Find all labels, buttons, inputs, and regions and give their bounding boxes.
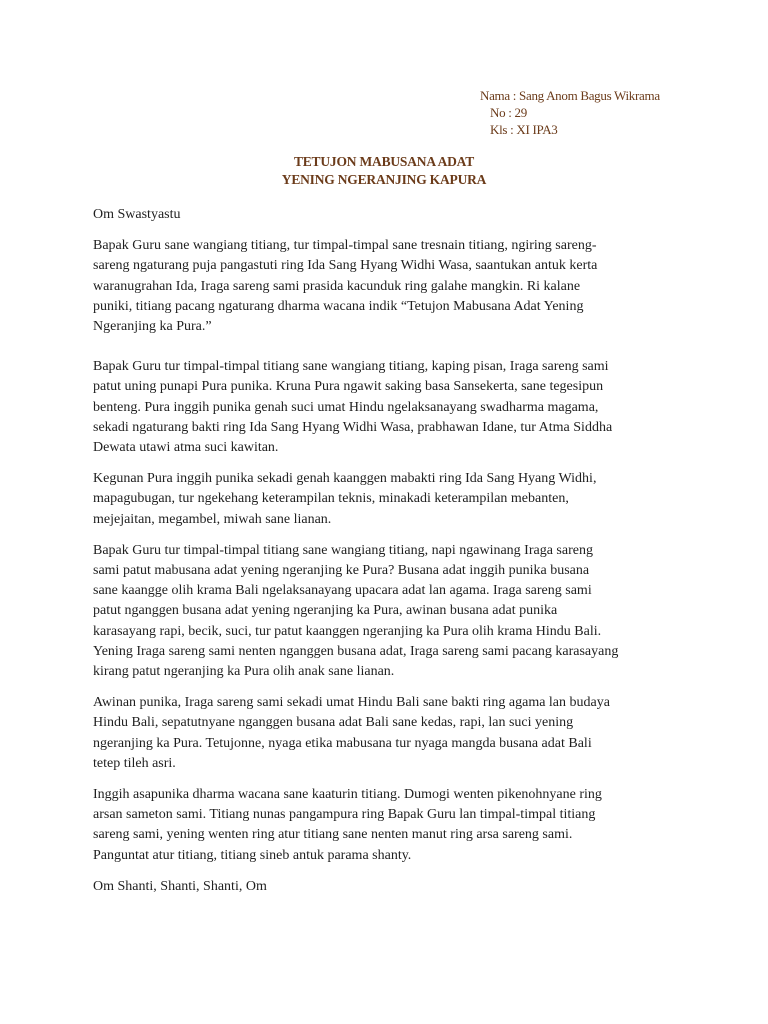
text-line: sareng sami, yening wenten ring atur titiang sane nenten manut ring arsa sareng sami. — [93, 827, 573, 843]
text-line: arsan sameton sami. Titiang nunas pangampura ring Bapak Guru lan timpal-timpal titiang — [93, 807, 596, 823]
speech-body — [93, 205, 665, 908]
text-line: patut nganggen busana adat yening ngeranjing ka Pura, awinan busana adat punika — [93, 603, 558, 619]
student-class: Kls : XI IPA3 — [490, 122, 558, 137]
text-line: Dewata utawi atma suci kawitan. — [93, 440, 279, 456]
text-line: patut uning punapi Pura punika. Kruna Pura ngawit saking basa Sansekerta, sane tegesipun — [93, 379, 604, 395]
text-line: Bapak Guru tur timpal-timpal titiang sane wangiang titiang, napi ngawinang Iraga sareng — [93, 542, 593, 558]
paragraph — [93, 541, 665, 682]
closing-greeting: Om Shanti, Shanti, Shanti, Om — [93, 878, 267, 894]
text-line: mejejaitan, megambel, miwah sane lianan. — [93, 511, 332, 527]
title-line-1: TETUJON MABUSANA ADAT — [293, 154, 475, 169]
text-line: mapagubugan, tur ngekehang keterampilan teknis, minakadi keterampilan mebanten, — [93, 491, 569, 507]
text-line: kirang patut ngeranjing ka Pura olih anak sane lianan. — [93, 664, 395, 680]
paragraph — [93, 693, 665, 774]
student-number: No : 29 — [490, 105, 527, 120]
text-line: Panguntat atur titiang, titiang sineb antuk parama shanty. — [93, 847, 412, 863]
title-line-2: YENING NGERANJING KAPURA — [281, 172, 487, 187]
paragraph — [93, 357, 665, 458]
text-line: karasayang rapi, becik, suci, tur patut kaanggen ngeranjing ka Pura olih krama Hindu Bali. — [93, 623, 602, 639]
text-line: Hindu Bali, sepatutnyane nganggen busana adat Bali sane kedas, rapi, lan suci yening — [93, 715, 574, 731]
text-line: benteng. Pura inggih punika genah suci umat Hindu ngelaksanayang swadharma magama, — [93, 399, 599, 415]
text-line: tetep tileh asri. — [93, 755, 176, 771]
document-title — [0, 153, 768, 189]
text-line: Yening Iraga sareng sami nenten nganggen busana adat, Iraga sareng sami pacang karasayang — [93, 643, 619, 659]
text-line: Awinan punika, Iraga sareng sami sekadi umat Hindu Bali sane bakti ring agama lan budaya — [93, 695, 610, 711]
text-line: Bapak Guru sane wangiang titiang, tur timpal-timpal sane tresnain titiang, ngiring sareng- — [93, 238, 597, 254]
text-line: sareng ngaturang puja pangastuti ring Ida Sang Hyang Widhi Wasa, saantukan antuk kerta — [93, 258, 598, 274]
text-line: Kegunan Pura inggih punika sekadi genah kaanggen mabakti ring Ida Sang Hyang Widhi, — [93, 471, 597, 487]
text-line: ngeranjing ka Pura. Tetujonne, nyaga etika mabusana tur nyaga mangda busana adat Bali — [93, 735, 592, 751]
student-info — [480, 87, 660, 138]
text-line: puniki, titiang pacang ngaturang dharma wacana indik “Tetujon Mabusana Adat Yening — [93, 298, 584, 314]
text-line: waranugrahan Ida, Iraga sareng sami prasida kacunduk ring galahe mangkin. Ri kalane — [93, 278, 581, 294]
opening-greeting: Om Swastyastu — [93, 207, 181, 222]
text-line: Bapak Guru tur timpal-timpal titiang sane wangiang titiang, kaping pisan, Iraga sareng sami — [93, 359, 609, 375]
paragraph — [93, 469, 665, 530]
text-line: Ngeranjing ka Pura.” — [93, 319, 212, 335]
text-line: Inggih asapunika dharma wacana sane kaaturin titiang. Dumogi wenten pikenohnyane ring — [93, 787, 602, 803]
paragraph — [93, 236, 665, 337]
text-line: sami patut mabusana adat yening ngeranjing ke Pura? Busana adat inggih punika busana — [93, 563, 590, 579]
paragraph — [93, 785, 665, 866]
student-name: Nama : Sang Anom Bagus Wikrama — [480, 88, 660, 103]
text-line: sane kaangge olih krama Bali ngelaksanayang upacara adat lan agama. Iraga sareng sami — [93, 583, 592, 599]
text-line: sekadi ngaturang bakti ring Ida Sang Hyang Widhi Wasa, prabhawan Idane, tur Atma Siddha — [93, 419, 613, 435]
